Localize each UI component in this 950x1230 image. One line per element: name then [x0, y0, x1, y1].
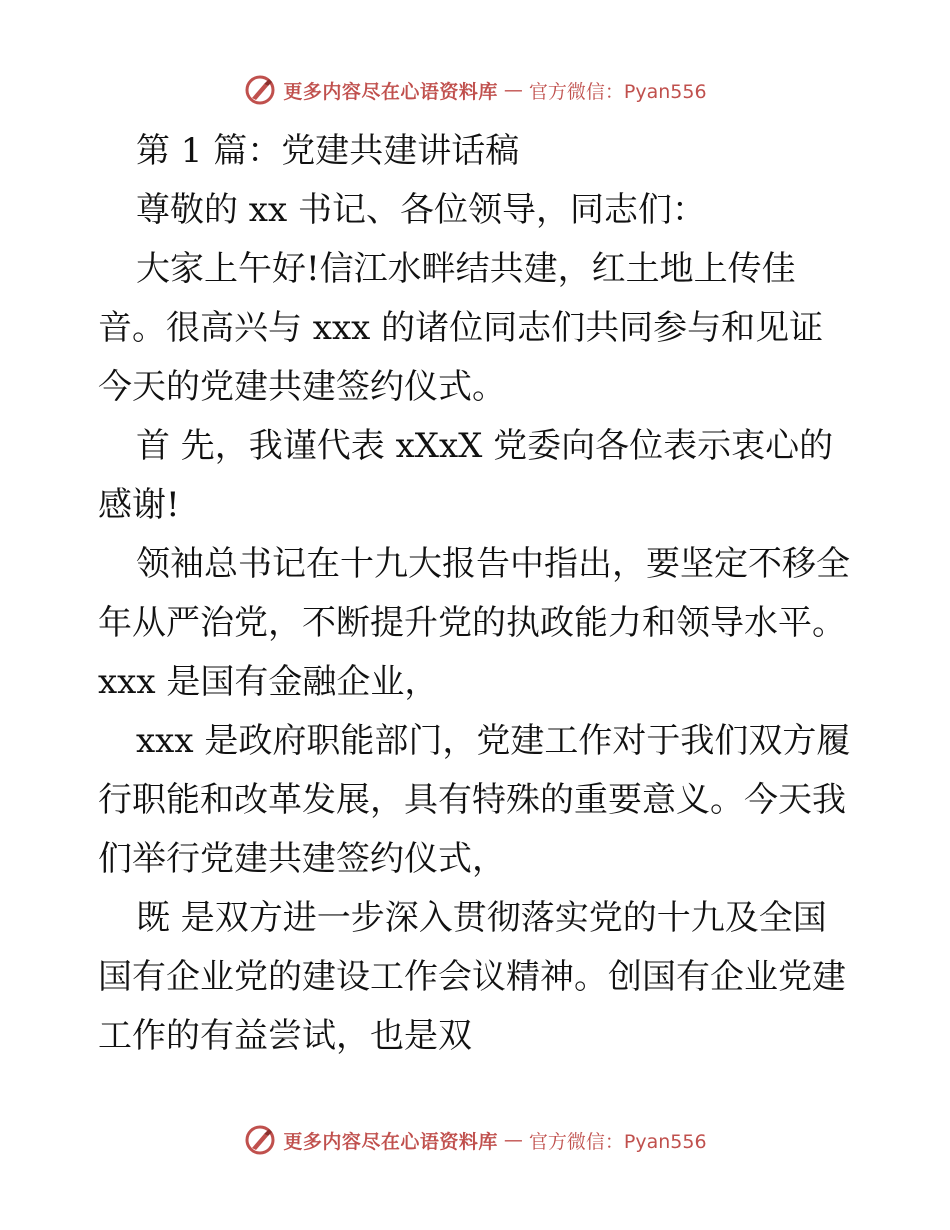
pen-logo-icon: [243, 1123, 277, 1157]
doc-line: 们举行党建共建签约仪式，: [98, 839, 506, 879]
header-banner: [0, 70, 950, 110]
doc-line: 年从严治党，不断提升党的执政能力和领导水平。: [98, 603, 846, 643]
doc-line-salutation: 尊敬的 xx 书记、各位领导，同志们：: [136, 190, 706, 230]
doc-line: xxx 是国有金融企业，: [98, 662, 439, 702]
doc-line: 大家上午好!信江水畔结共建，红土地上传佳: [136, 249, 796, 289]
doc-line: xxx 是政府职能部门，党建工作对于我们双方履: [136, 721, 851, 761]
doc-line: 首 先，我谨代表 xXxX 党委向各位表示衷心的: [136, 426, 834, 466]
doc-line: 行职能和改革发展，具有特殊的重要意义。今天我: [98, 780, 846, 820]
banner-wechat: 官方微信：Pyan556: [528, 80, 707, 103]
banner-text: 更多内容尽在心语资料库: [283, 1130, 498, 1153]
banner-wechat: 官方微信：Pyan556: [528, 1130, 707, 1153]
doc-line: 音。很高兴与 xxx 的诸位同志们共同参与和见证: [98, 308, 824, 348]
banner-text: 更多内容尽在心语资料库: [283, 80, 498, 103]
doc-line: 工作的有益尝试，也是双: [98, 1016, 472, 1056]
document-body: [98, 122, 858, 1066]
pen-logo-icon: [243, 73, 277, 107]
footer-banner: [0, 1120, 950, 1160]
banner-separator: —: [503, 1129, 523, 1151]
doc-line: 国有企业党的建设工作会议精神。创国有企业党建: [98, 957, 846, 997]
banner-separator: —: [503, 79, 523, 101]
doc-line: 今天的党建共建签约仪式。: [98, 367, 506, 407]
doc-line: 既 是双方进一步深入贯彻落实党的十九及全国: [136, 898, 827, 938]
doc-line: 领袖总书记在十九大报告中指出，要坚定不移全: [136, 544, 850, 584]
doc-line-title: 第 1 篇：党建共建讲话稿: [136, 131, 520, 171]
doc-line: 感谢!: [98, 485, 180, 525]
